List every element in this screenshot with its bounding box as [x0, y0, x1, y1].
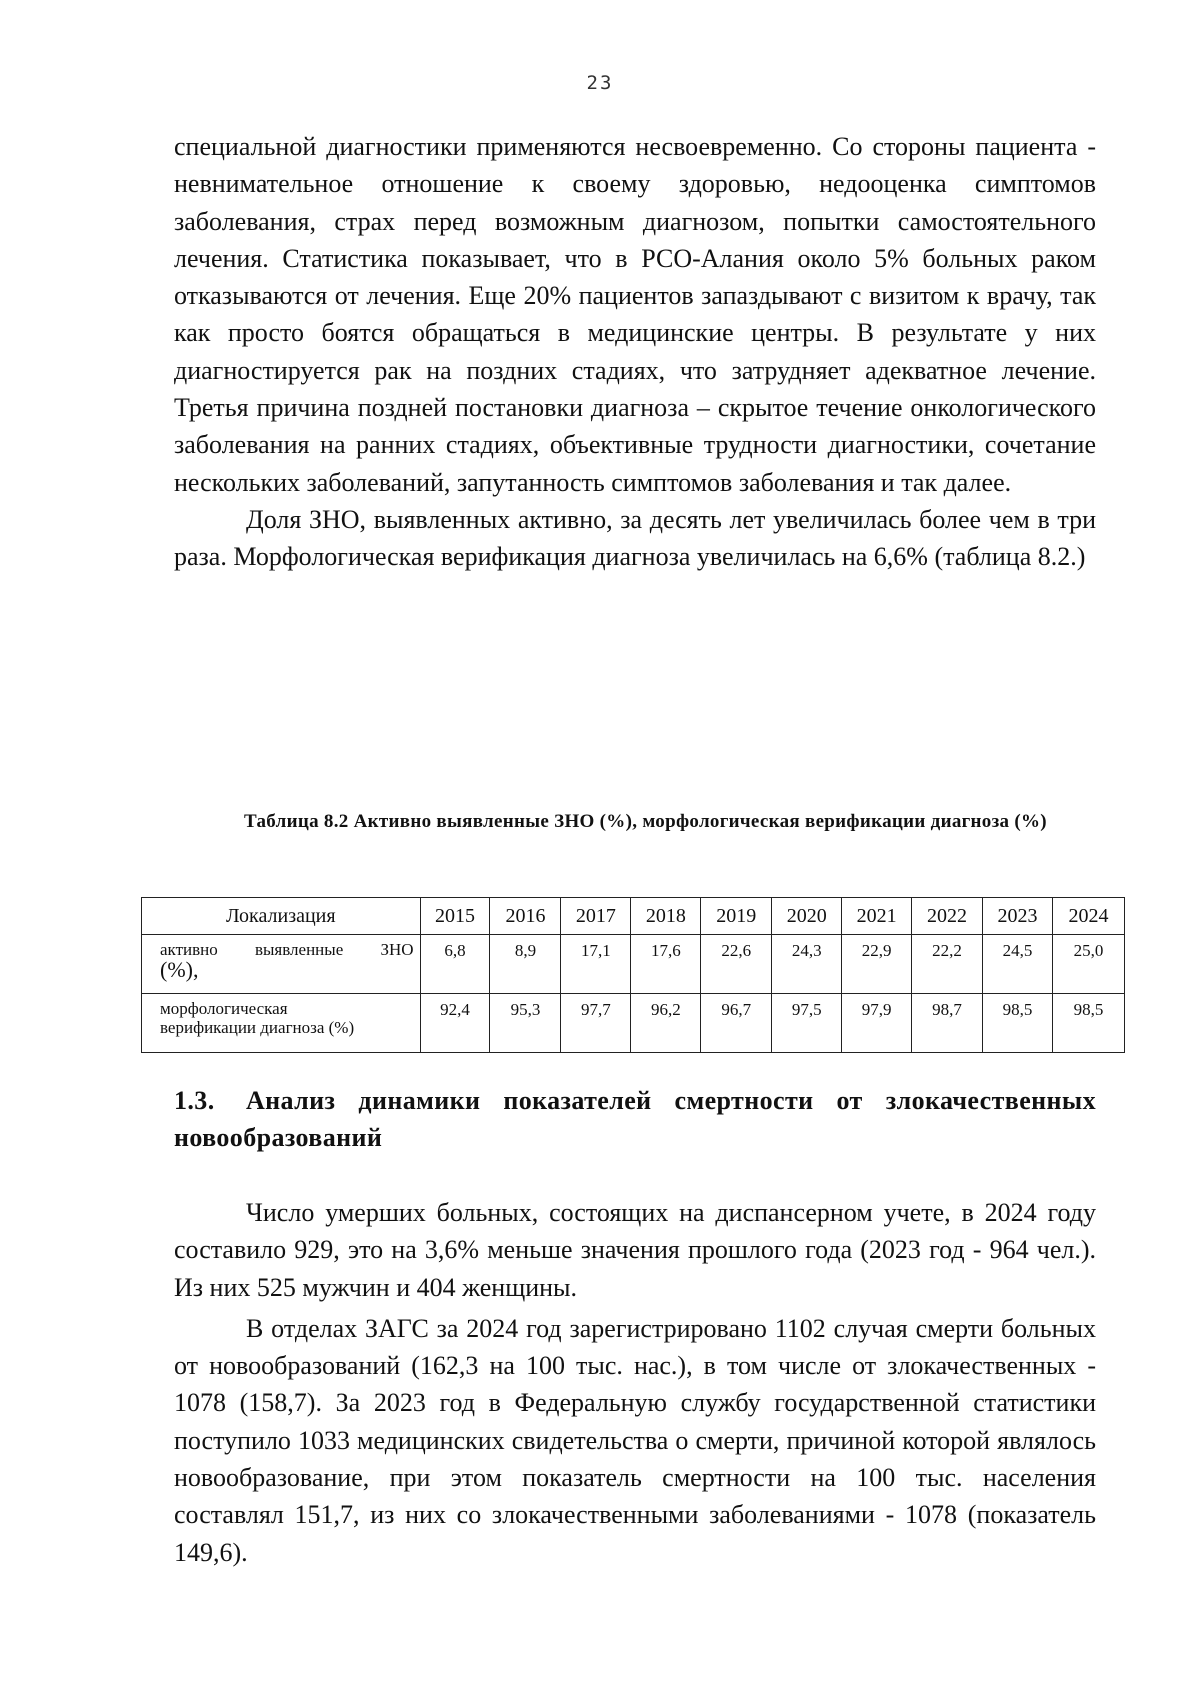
section-title: Анализ динамики показателей смертности от злокачественных новообразований	[174, 1086, 1096, 1152]
table-cell: 24,3	[772, 935, 842, 994]
section-heading	[174, 1082, 1096, 1156]
page-number: 23	[586, 72, 614, 94]
table-cell: 97,9	[842, 994, 912, 1053]
header-cell-year: 2017	[561, 898, 631, 935]
body-text-bottom	[174, 1194, 1096, 1571]
header-cell-year: 2018	[631, 898, 701, 935]
header-cell-year: 2021	[842, 898, 912, 935]
row-label	[142, 994, 421, 1053]
row-label-line: верификации диагноза (%)	[160, 1018, 355, 1037]
table-cell: 25,0	[1052, 935, 1124, 994]
header-cell-year: 2015	[420, 898, 490, 935]
header-cell-year: 2023	[983, 898, 1053, 935]
row-label-line: морфологическая	[160, 999, 288, 1018]
table-cell: 97,5	[772, 994, 842, 1053]
table-row	[142, 994, 1125, 1053]
table-cell: 17,6	[631, 935, 701, 994]
row-label	[142, 935, 421, 994]
table-cell: 96,7	[701, 994, 772, 1053]
table-header-row	[142, 898, 1125, 935]
table-cell: 97,7	[561, 994, 631, 1053]
paragraph: специальной диагностики применяются несвоевременно. Со стороны пациента - невнимательное отношение к своему здоровью, недооценка симптомов заболевания, страх перед возможным диагнозом, попытки самостоятельного лечения. Статистика показывает, что в РСО-Алания около 5% больных раком отказываются от лечения. Еще 20% пациентов запаздывают с визитом к врачу, так как просто боятся обращаться в медицинские центры. В результате у них диагностируется рак на поздних стадиях, что затрудняет адекватное лечение. Третья причина поздней постановки диагноза – скрытое течение онкологического заболевания на ранних стадиях, объективные трудности диагностики, сочетание нескольких заболеваний, запутанность симптомов заболевания и так далее.	[174, 132, 1096, 497]
row-label-line: (%),	[160, 957, 199, 982]
body-text-top	[174, 128, 1096, 576]
header-cell-year: 2019	[701, 898, 772, 935]
table-row	[142, 935, 1125, 994]
paragraph: Число умерших больных, состоящих на диспансерном учете, в 2024 году составило 929, это на 3,6% меньше значения прошлого года (2023 год - 964 чел.). Из них 525 мужчин и 404 женщины.	[174, 1198, 1096, 1302]
table-cell: 98,5	[983, 994, 1053, 1053]
table-cell: 92,4	[420, 994, 490, 1053]
table-cell: 6,8	[420, 935, 490, 994]
table-cell: 22,2	[912, 935, 983, 994]
header-cell-year: 2022	[912, 898, 983, 935]
table-cell: 96,2	[631, 994, 701, 1053]
table-cell: 22,6	[701, 935, 772, 994]
paragraph: В отделах ЗАГС за 2024 год зарегистрировано 1102 случая смерти больных от новообразований (162,3 на 100 тыс. нас.), в том числе от злокачественных - 1078 (158,7). За 2023 год в Федеральную службу государственной статистики поступило 1033 медицинских свидетельства о смерти, причиной которой являлось новообразование, при этом показатель смертности на 100 тыс. населения составлял 151,7, из них со злокачественными заболеваниями - 1078 (показатель 149,6).	[174, 1313, 1096, 1567]
table-cell: 24,5	[983, 935, 1053, 994]
data-table	[141, 897, 1125, 1053]
table-cell: 95,3	[490, 994, 561, 1053]
section-number: 1.3.	[174, 1086, 215, 1115]
header-cell-localization: Локализация	[142, 898, 421, 935]
row-label-line: активно выявленные ЗНО	[160, 940, 414, 959]
table-cell: 22,9	[842, 935, 912, 994]
table-cell: 17,1	[561, 935, 631, 994]
table-cell: 98,5	[1052, 994, 1124, 1053]
header-cell-year: 2020	[772, 898, 842, 935]
table-cell: 8,9	[490, 935, 561, 994]
paragraph: Доля ЗНО, выявленных активно, за десять лет увеличилась более чем в три раза. Морфологическая верификация диагноза увеличилась на 6,6% (таблица 8.2.)	[174, 504, 1096, 572]
table-cell: 98,7	[912, 994, 983, 1053]
table-caption: Таблица 8.2 Активно выявленные ЗНО (%), морфологическая верификации диагноза (%)	[244, 811, 1047, 832]
header-cell-year: 2024	[1052, 898, 1124, 935]
header-cell-year: 2016	[490, 898, 561, 935]
